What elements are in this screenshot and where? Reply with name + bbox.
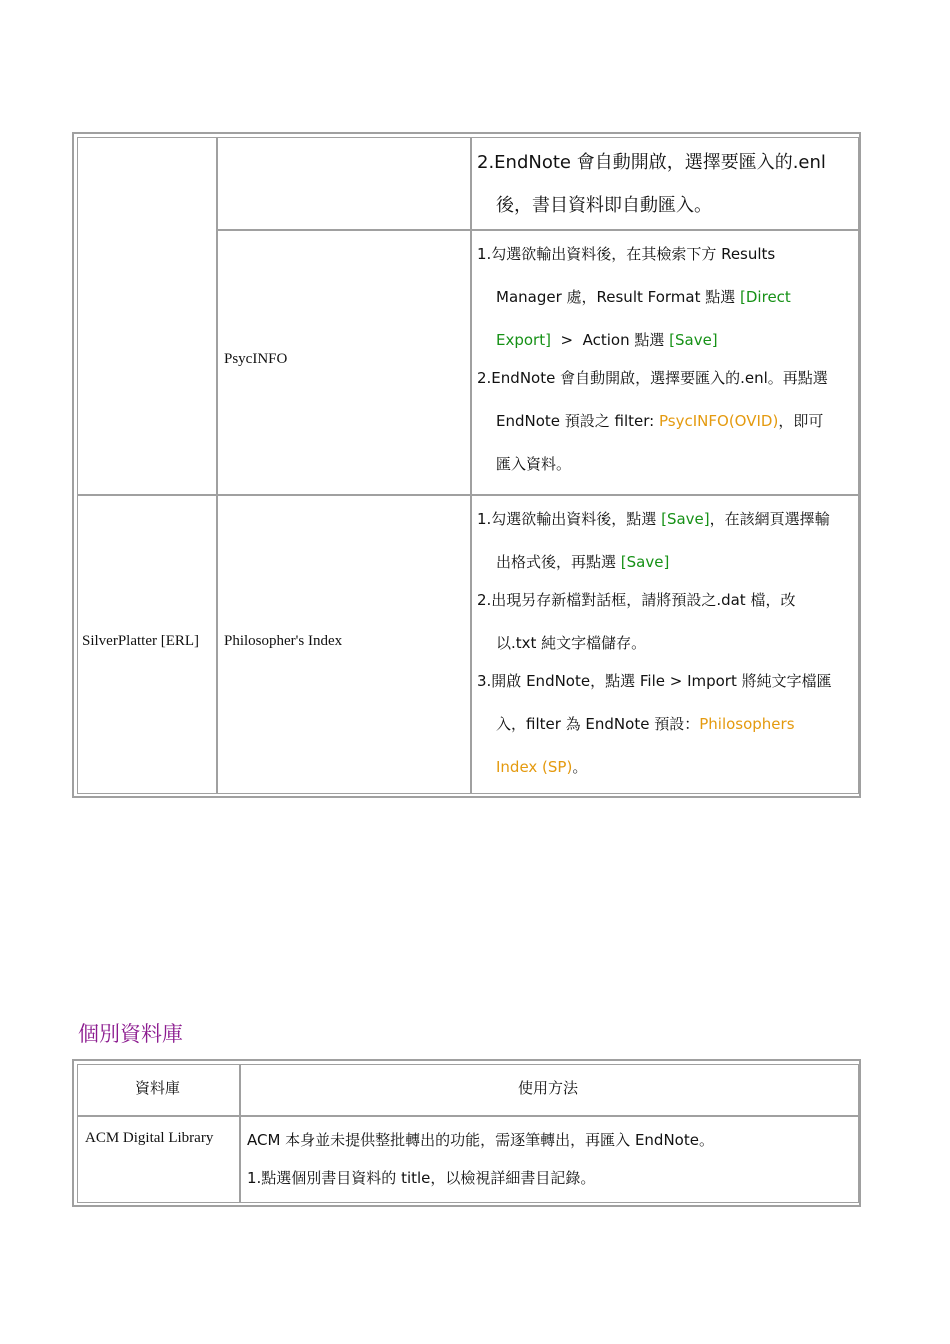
header-cell-database xyxy=(77,1064,240,1116)
database-name: ACM Digital Library xyxy=(85,1130,214,1146)
method-cell-acm xyxy=(240,1116,859,1203)
highlight-option: Export] xyxy=(496,331,551,349)
database-name: PsycINFO xyxy=(224,351,288,367)
method-text: Export] > Action 點選 [Save] xyxy=(496,331,718,349)
method-text: 3.開啟 EndNote，點選 File > Import 將純文字檔匯 xyxy=(477,672,832,690)
method-text: EndNote 預設之 filter: PsycINFO(OVID)，即可 xyxy=(496,412,824,430)
method-text: Manager 處，Result Format 點選 [Direct xyxy=(496,288,791,306)
method-cell-philosophers xyxy=(471,495,859,794)
highlight-filter: Philosophers xyxy=(699,715,795,733)
database-cell-psycinfo xyxy=(217,230,471,495)
column-header: 使用方法 xyxy=(518,1079,579,1097)
method-text: ACM 本身並未提供整批轉出的功能，需逐筆轉出，再匯入 EndNote。 xyxy=(247,1131,714,1149)
database-name: Philosopher's Index xyxy=(224,633,343,649)
highlight-option: [Save] xyxy=(620,553,670,571)
database-cell-empty xyxy=(217,137,471,230)
database-cell-philosophers xyxy=(217,495,471,794)
method-text: Index (SP)。 xyxy=(496,758,588,776)
section-title: 個別資料庫 xyxy=(78,1022,183,1046)
method-text: 2.EndNote 會自動開啟，選擇要匯入的.enl xyxy=(477,152,826,173)
highlight-filter: PsycINFO(OVID) xyxy=(659,412,779,430)
individual-database-table xyxy=(72,1059,861,1207)
highlight-filter: Index (SP) xyxy=(496,758,573,776)
method-text: 1.點選個別書目資料的 title，以檢視詳細書目記錄。 xyxy=(247,1169,596,1187)
vendor-cell-empty xyxy=(77,137,217,495)
method-text: 以.txt 純文字檔儲存。 xyxy=(496,634,647,652)
method-text: 匯入資料。 xyxy=(496,455,572,473)
column-header: 資料庫 xyxy=(135,1079,181,1097)
method-cell-row1 xyxy=(471,137,859,230)
endnote-import-table xyxy=(72,132,861,798)
header-cell-method xyxy=(240,1064,859,1116)
database-cell-acm xyxy=(77,1116,240,1203)
method-text: 1.勾選欲輸出資料後，點選 [Save]，在該網頁選擇輸 xyxy=(477,510,830,528)
method-text: 入，filter 為 EndNote 預設：Philosophers xyxy=(496,715,795,733)
method-text: 後，書目資料即自動匯入。 xyxy=(496,195,712,216)
method-cell-psycinfo xyxy=(471,230,859,495)
method-text: 出格式後，再點選 [Save] xyxy=(496,553,670,571)
method-text: 2.EndNote 會自動開啟，選擇要匯入的.enl。再點選 xyxy=(477,369,828,387)
highlight-option: [Save] xyxy=(661,510,710,528)
vendor-name: SilverPlatter [ERL] xyxy=(82,633,200,649)
method-text: 1.勾選欲輸出資料後，在其檢索下方 Results xyxy=(477,245,776,263)
vendor-cell-silverplatter xyxy=(77,495,217,794)
method-text: 2.出現另存新檔對話框，請將預設之.dat 檔，改 xyxy=(477,591,796,609)
highlight-option: [Save] xyxy=(669,331,718,349)
highlight-option: [Direct xyxy=(740,288,791,306)
